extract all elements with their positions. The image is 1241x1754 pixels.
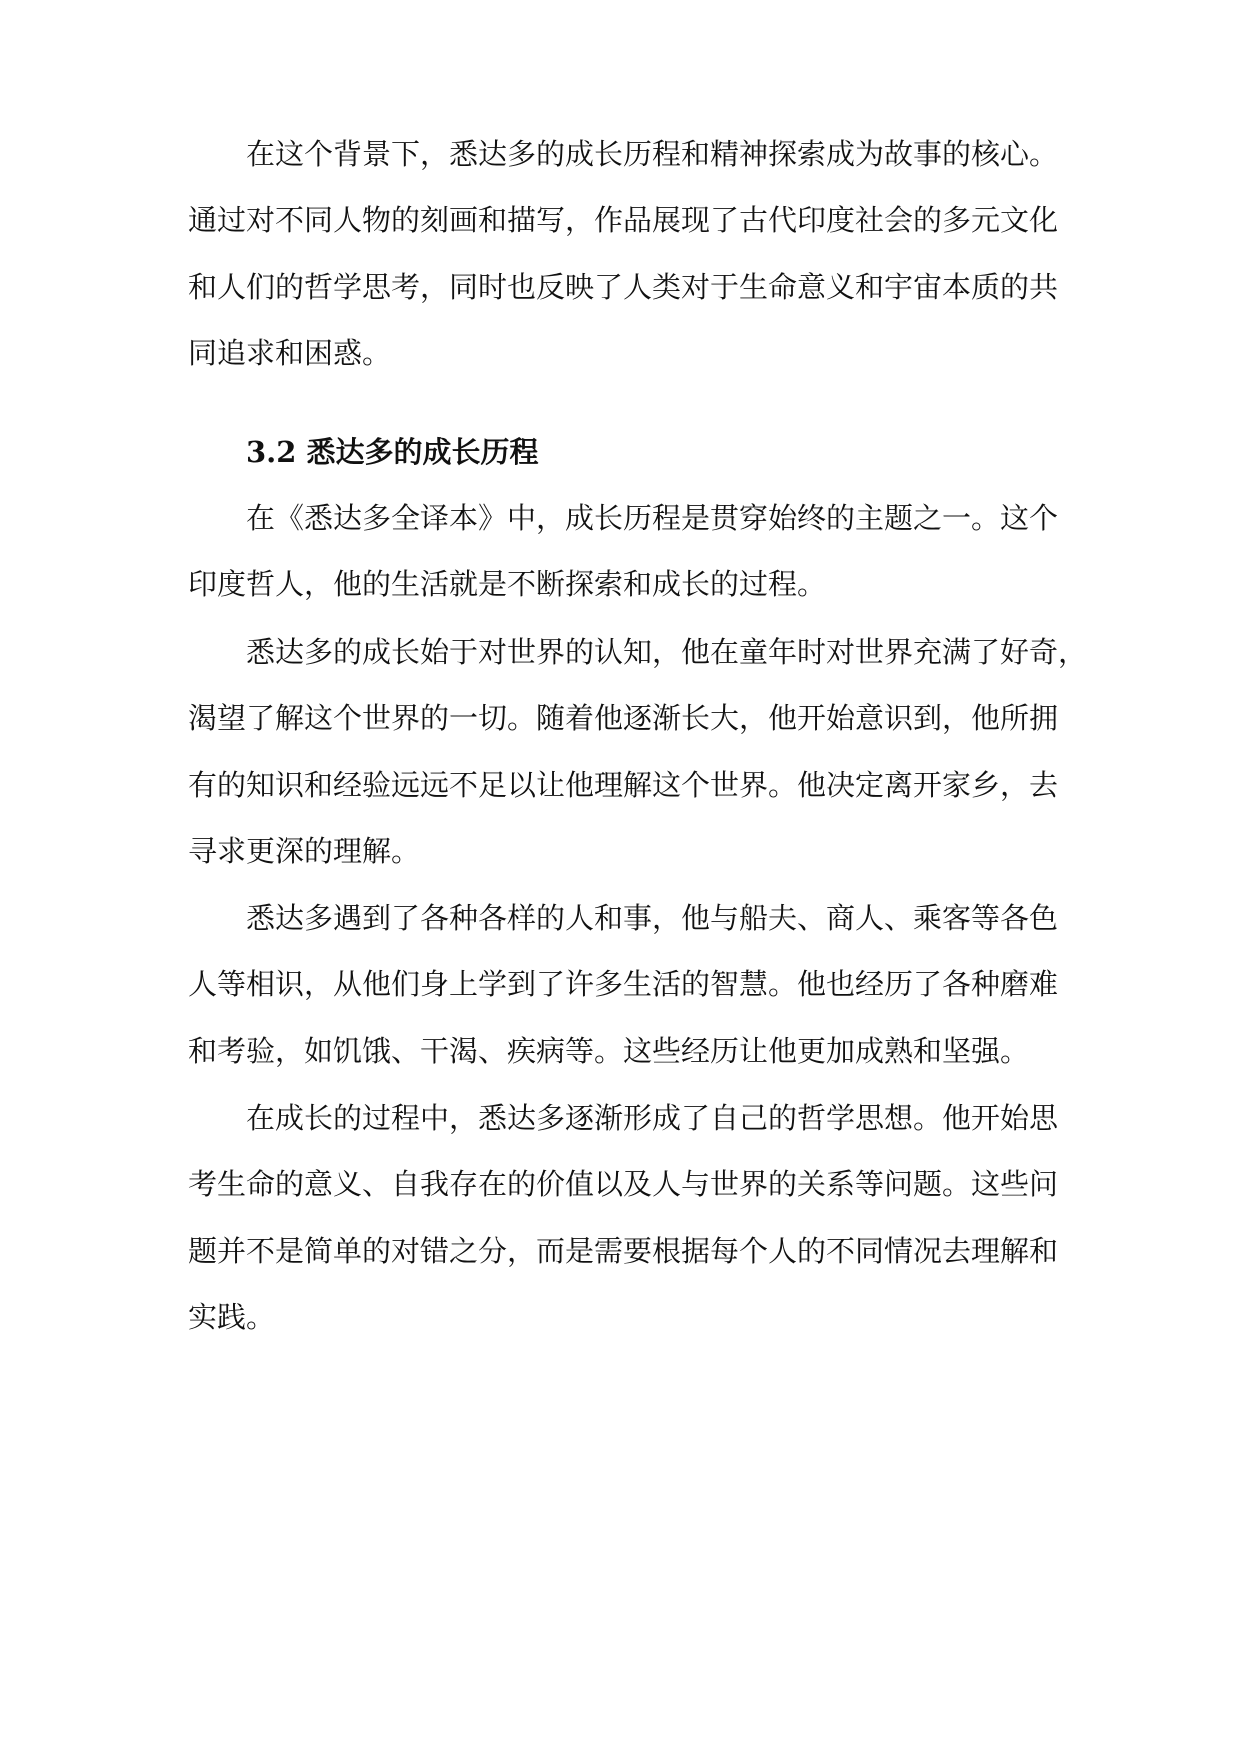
paragraph-2-line-2: 印度哲人，他的生活就是不断探索和成长的过程。 — [188, 567, 827, 601]
paragraph-3-line-1: 悉达多的成长始于对世界的认知，他在童年时对世界充满了好奇， — [246, 635, 1088, 669]
paragraph-4-line-2: 人等相识，从他们身上学到了许多生活的智慧。他也经历了各种磨难 — [188, 967, 1059, 1001]
paragraph-5-line-2: 考生命的意义、自我存在的价值以及人与世界的关系等问题。这些问 — [188, 1167, 1059, 1201]
paragraph-1-line-3: 和人们的哲学思考，同时也反映了人类对于生命意义和宇宙本质的共 — [188, 270, 1059, 304]
paragraph-5-line-3: 题并不是简单的对错之分，而是需要根据每个人的不同情况去理解和 — [188, 1234, 1059, 1268]
paragraph-1-line-2: 通过对不同人物的刻画和描写，作品展现了古代印度社会的多元文化 — [188, 203, 1059, 237]
paragraph-1-line-1: 在这个背景下，悉达多的成长历程和精神探索成为故事的核心。 — [246, 137, 1059, 171]
section-heading: 3.2 悉达多的成长历程 — [246, 435, 539, 469]
paragraph-3-line-4: 寻求更深的理解。 — [188, 834, 421, 868]
paragraph-4-line-1: 悉达多遇到了各种各样的人和事，他与船夫、商人、乘客等各色 — [246, 901, 1059, 935]
paragraph-4-line-3: 和考验，如饥饿、干渴、疾病等。这些经历让他更加成熟和坚强。 — [188, 1034, 1030, 1068]
paragraph-3-line-3: 有的知识和经验远远不足以让他理解这个世界。他决定离开家乡，去 — [188, 768, 1059, 802]
paragraph-3-line-2: 渴望了解这个世界的一切。随着他逐渐长大，他开始意识到，他所拥 — [188, 701, 1059, 735]
paragraph-1-line-4: 同追求和困惑。 — [188, 336, 392, 370]
paragraph-5-line-4: 实践。 — [188, 1300, 276, 1334]
paragraph-2-line-1: 在《悉达多全译本》中，成长历程是贯穿始终的主题之一。这个 — [246, 501, 1059, 535]
paragraph-5-line-1: 在成长的过程中，悉达多逐渐形成了自己的哲学思想。他开始思 — [246, 1101, 1059, 1135]
